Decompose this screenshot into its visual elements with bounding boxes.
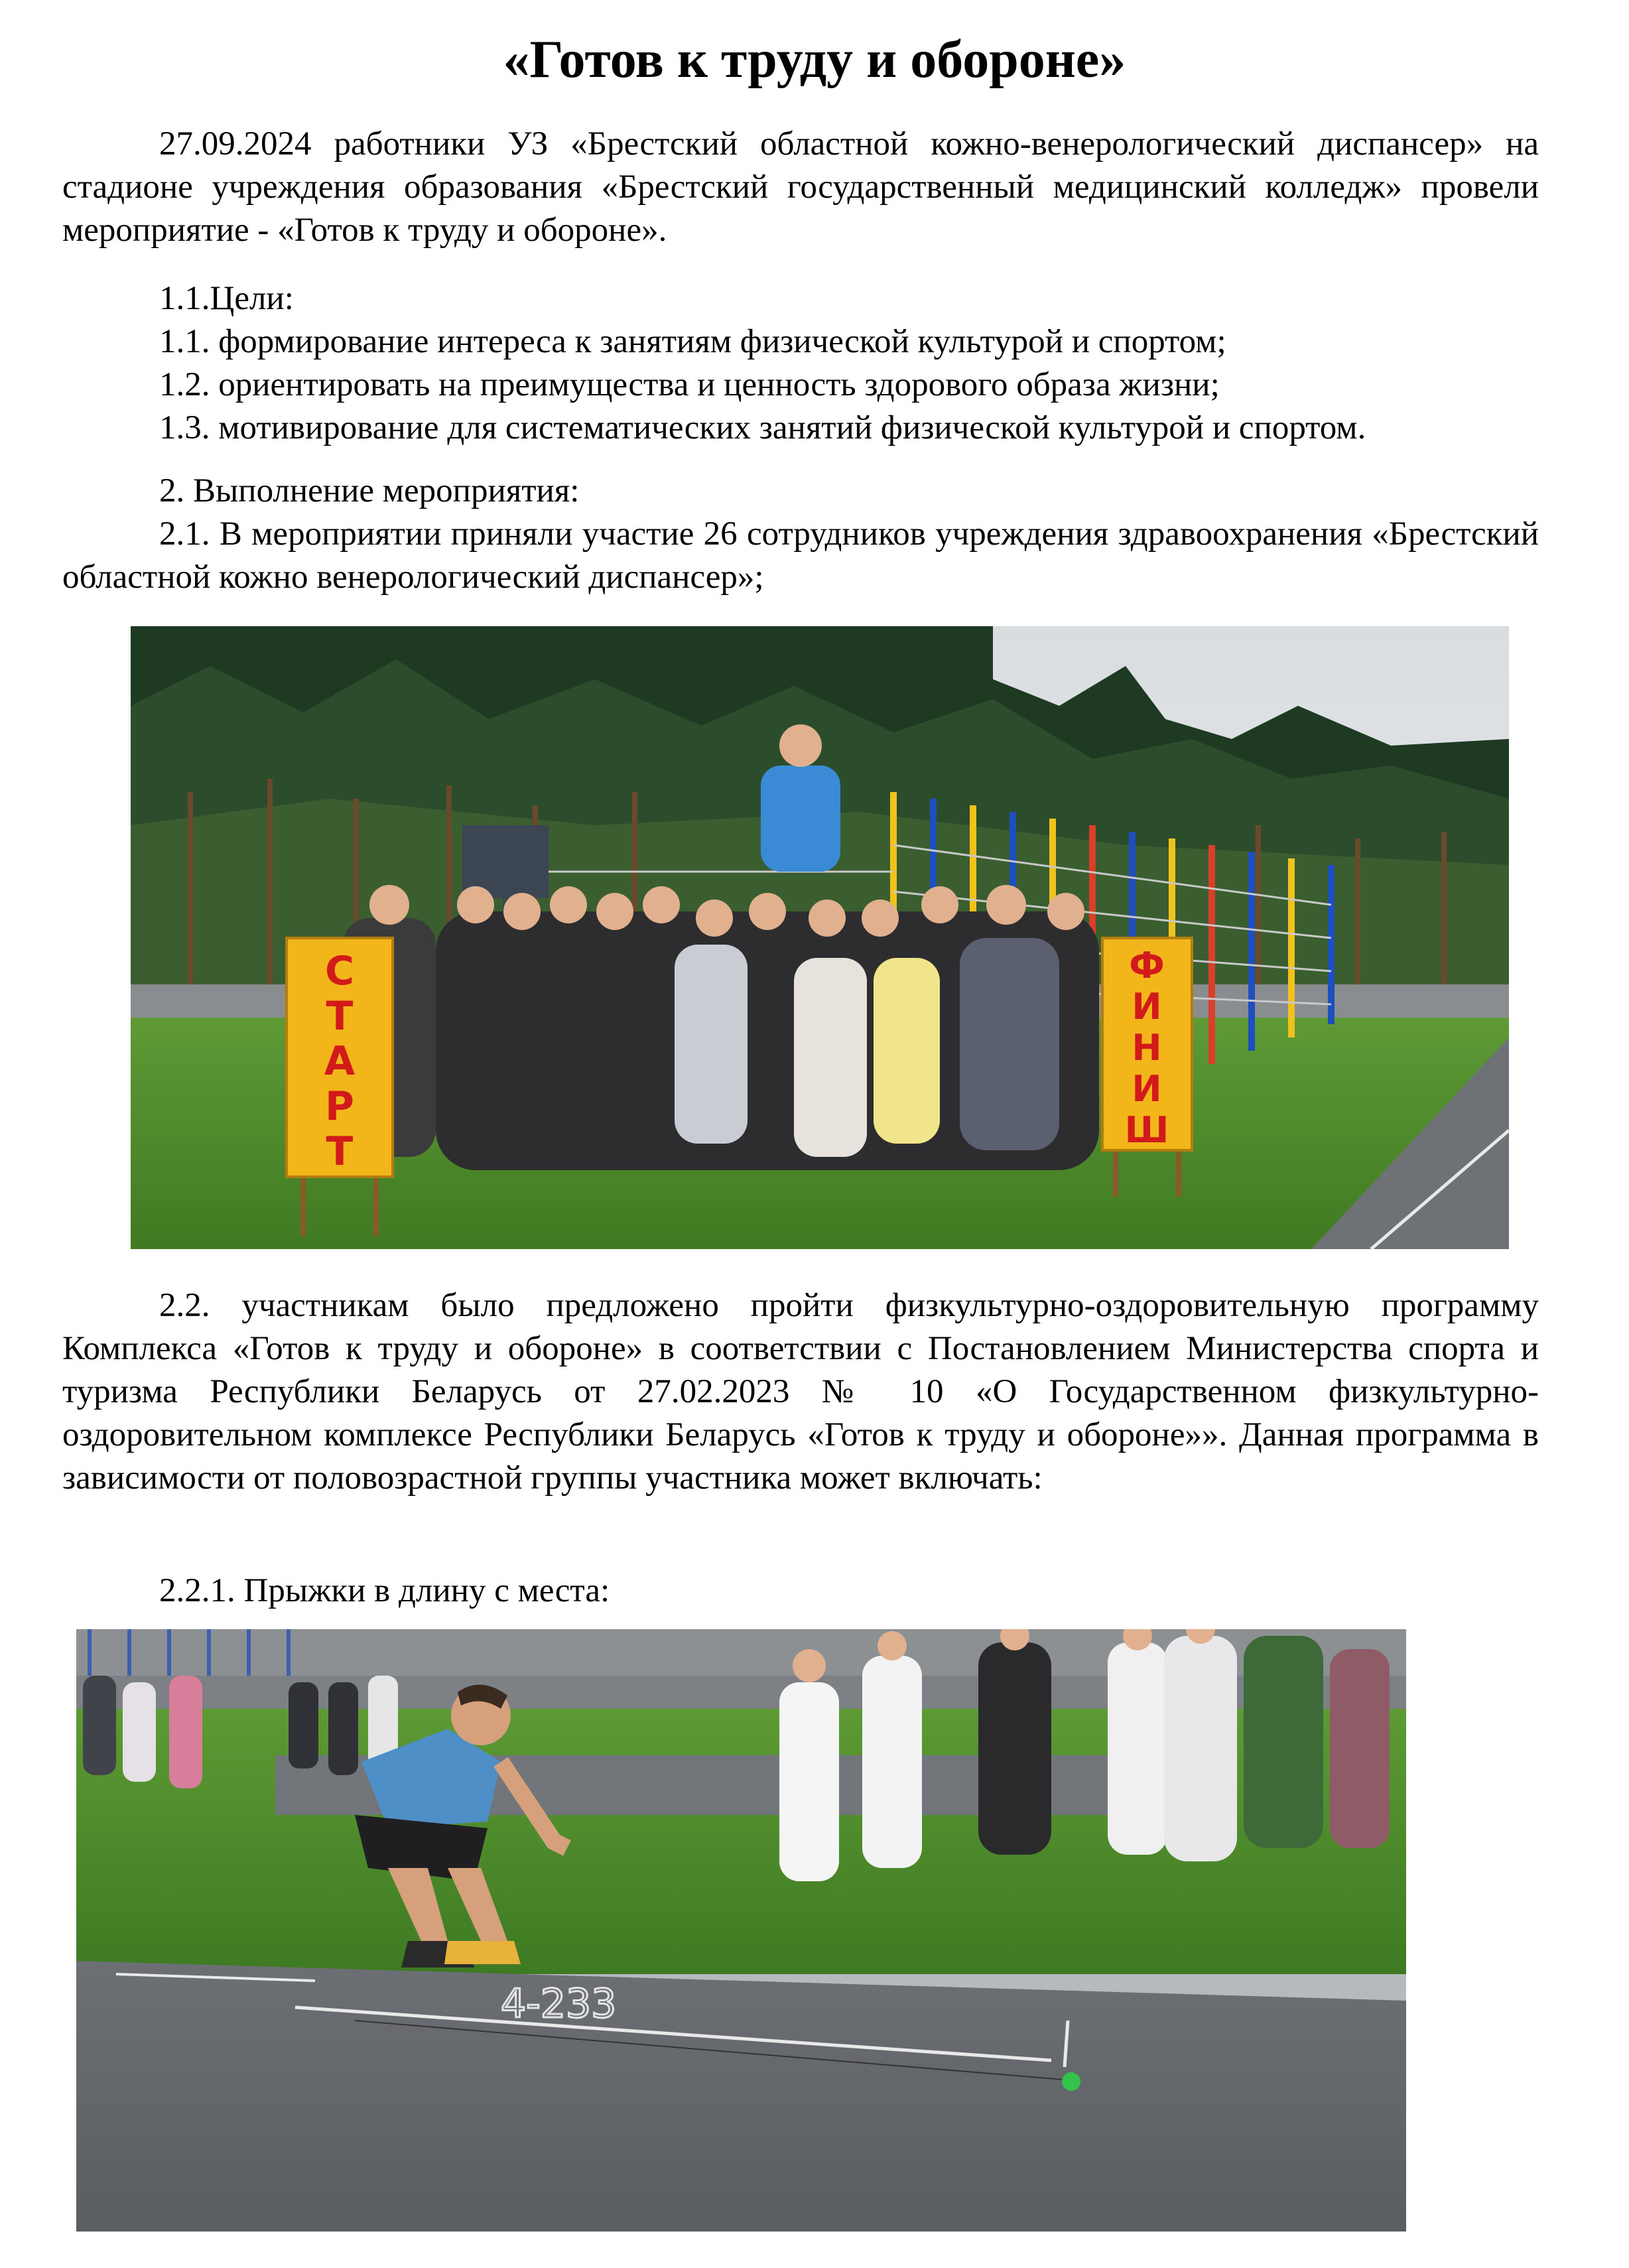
sign-start-letter-4: Р [325, 1083, 354, 1130]
sign-finish-letter-4: И [1132, 1068, 1162, 1110]
goal-item-1: 1.1. формирование интереса к занятиям физической культурой и спортом; [159, 323, 1226, 360]
sign-start-letter-3: А [324, 1038, 356, 1085]
goals-block [62, 277, 1539, 450]
section2-2-paragraph: 2.2. участникам было предложено пройти физкультурно-оздоровительную программу Комплекса «Готов к труду и обороне» в соответствии с Постановлением Министерства спорта и туризма Республики Беларусь от 27.02.2023 № 10 «О Государственном физкультурно-оздоровительном комплексе Республики Беларусь «Готов к труду и обороне»». Данная программа в зависимости от половозрастной группы участника может включать: [62, 1287, 1539, 1497]
section2-2-1-block [62, 1569, 1539, 1613]
chalk-number: 4-233 [501, 1981, 617, 2027]
sign-start-letter-1: С [324, 948, 355, 994]
goals-heading: 1.1.Цели: [159, 280, 294, 317]
long-jump-photo [76, 1629, 1406, 2232]
section2-1-paragraph: 2.1. В мероприятии приняли участие 26 сотрудников учреждения здравоохранения «Брестский областной кожно венерологический диспансер»; [62, 515, 1539, 596]
goal-item-2: 1.2. ориентировать на преимущества и ценность здорового образа жизни; [159, 366, 1220, 403]
sign-start-letter-2: Т [326, 993, 354, 1039]
intro-paragraph: 27.09.2024 работники УЗ «Брестский областной кожно-венерологический диспансер» на стадионе учреждения образования «Брестский государственный медицинский колледж» провели мероприятие - «Готов к труду и обороне». [62, 125, 1539, 249]
sign-finish-letter-1: Ф [1129, 945, 1165, 986]
section2-2-1-heading: 2.2.1. Прыжки в длину с места: [159, 1572, 610, 1609]
document-title: «Готов к труду и обороне» [503, 31, 1126, 89]
section2-block [62, 470, 1539, 599]
section2-heading: 2. Выполнение мероприятия: [159, 472, 580, 509]
sign-finish-letter-3: Н [1132, 1027, 1162, 1069]
sign-start-letter-5: Т [326, 1128, 354, 1175]
goal-item-3: 1.3. мотивирование для систематических занятий физической культурой и спортом. [159, 409, 1366, 446]
intro-block [62, 123, 1539, 252]
section2-2-block [62, 1284, 1539, 1500]
group-photo-image [131, 626, 1509, 1249]
sign-finish-letter-5: Ш [1124, 1109, 1169, 1151]
long-jump-photo-image [76, 1629, 1406, 2232]
sign-finish-letter-2: И [1132, 986, 1162, 1028]
group-photo [131, 626, 1509, 1249]
